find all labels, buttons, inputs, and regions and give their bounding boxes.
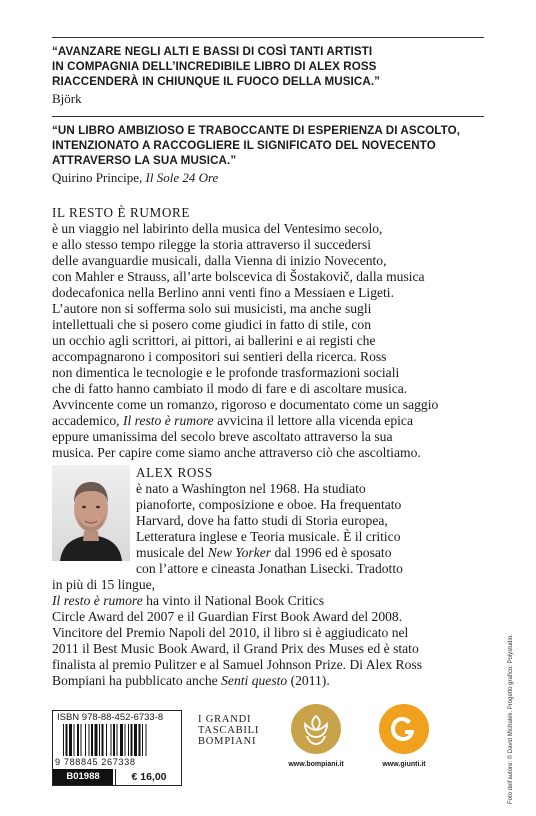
bio-line: musicale del New Yorker dal 1996 ed è sposato xyxy=(136,545,392,560)
barcode-number: 9 788845 267338 xyxy=(55,757,136,767)
quote-1-author: Björk xyxy=(52,91,82,106)
barcode-bar xyxy=(91,724,93,756)
barcode-block xyxy=(52,710,182,786)
barcode-bar xyxy=(111,724,112,756)
barcode-bar xyxy=(139,724,141,756)
bio-line: finalista al premio Pulitzer e al Samuel Johnson Prize. Di Alex Ross xyxy=(52,657,422,672)
giunti-logo xyxy=(372,704,436,768)
barcode-bar xyxy=(63,724,64,756)
desc-line: e allo stesso tempo rilegge la storia attraverso il succedersi xyxy=(52,237,371,252)
bio-line: pianoforte, composizione e oboe. Ha frequentato xyxy=(136,497,402,512)
divider xyxy=(52,116,484,117)
barcode-bar xyxy=(99,724,100,756)
desc-line: Avvincente come un romanzo, rigoroso e documentato come un saggio xyxy=(52,397,439,412)
quote-2-line-3: ATTRAVERSO LA SUA MUSICA.” xyxy=(52,154,237,167)
giunti-url: www.giunti.it xyxy=(382,761,426,768)
book-title: IL RESTO È RUMORE xyxy=(52,205,191,220)
barcode-bar xyxy=(102,724,104,756)
quote-2-line-1: “UN LIBRO AMBIZIOSO E TRABOCCANTE DI ESPERIENZA DI ASCOLTO, xyxy=(52,124,461,137)
divider xyxy=(52,37,484,38)
barcode-bar xyxy=(95,724,98,756)
author-photo xyxy=(52,465,130,561)
bio-line: 2011 il Best Music Book Award, il Grand Prix des Muses ed è stato xyxy=(52,641,419,656)
barcode-bar xyxy=(117,724,118,756)
photo-credit: Foto dell’autore: © David Michalek. Progetto grafico: Polystudio. xyxy=(508,634,514,804)
desc-line: un occhio agli scrittori, ai pittori, ai ballerini e ai registi che xyxy=(52,333,376,348)
desc-line: accompagnarono i compositori sui sentieri della ricerca. Ross xyxy=(52,349,387,364)
barcode-bar xyxy=(146,724,147,756)
quote-1-line-1: “AVANZARE NEGLI ALTI E BASSI DI COSÌ TANTI ARTISTI xyxy=(52,45,373,58)
isbn-label: ISBN 978-88-452-6733-8 xyxy=(57,712,164,723)
series-logo xyxy=(198,714,259,747)
barcode-bar xyxy=(89,724,90,756)
barcode-bar xyxy=(142,724,143,756)
author-name: ALEX ROSS xyxy=(136,465,213,480)
series-line: BOMPIANI xyxy=(198,736,257,747)
bio-line: con l’attore e cineasta Jonathan Lisecki. Tradotto xyxy=(136,561,403,576)
barcode-bar xyxy=(66,724,68,756)
barcode-bar xyxy=(125,724,126,756)
barcode-bar xyxy=(81,724,82,756)
quote-2-author: Quirino Principe, Il Sole 24 Ore xyxy=(52,170,219,185)
bio-line: in più di 15 lingue, xyxy=(52,577,156,592)
series-line: TASCABILI xyxy=(198,725,260,736)
bio-line: Letteratura inglese e Teoria musicale. È il critico xyxy=(136,529,401,544)
series-line: I GRANDI xyxy=(198,714,252,725)
barcode-bar xyxy=(120,724,123,756)
bio-line: è nato a Washington nel 1968. Ha studiato xyxy=(136,481,366,496)
bio-line: Bompiani ha pubblicato anche Senti questo (2011). xyxy=(52,673,330,688)
barcode-bar xyxy=(74,724,75,756)
bompiani-logo xyxy=(284,704,348,768)
desc-line: accademico, Il resto è rumore avvicina il lettore alla vicenda epica xyxy=(52,413,413,428)
desc-line: eppure umanissima del secolo breve ascoltato attraverso la sua xyxy=(52,429,393,444)
desc-line: con Mahler e Strauss, all’arte bolscevica di Šostakovič, dalla musica xyxy=(52,269,425,284)
desc-line: delle avanguardie musicali, dalla Vienna di inizio Novecento, xyxy=(52,253,387,268)
bompiani-url: www.bompiani.it xyxy=(288,761,344,768)
barcode-bar xyxy=(77,724,79,756)
barcode-bar xyxy=(134,724,137,756)
bio-line: Vincitore del Premio Napoli del 2010, il libro si è aggiudicato nel xyxy=(52,625,409,640)
quote-2-line-2: INTENZIONATO A RACCOGLIERE IL SIGNIFICATO DEL NOVECENTO xyxy=(52,139,436,152)
desc-line: che di fatto hanno cambiato il modo di fare e di ascoltare musica. xyxy=(52,381,408,396)
quote-1-line-3: RIACCENDERÀ IN CHIUNQUE IL FUOCO DELLA MUSICA.” xyxy=(52,75,381,88)
barcode-bar xyxy=(131,724,133,756)
barcode-bar xyxy=(128,724,129,756)
barcode-bar xyxy=(113,724,115,756)
desc-line: L’autore non si sofferma solo sui musicisti, ma anche sugli xyxy=(52,301,372,316)
bio-line: Il resto è rumore ha vinto il National Book Critics xyxy=(52,593,324,608)
desc-line: musica. Per capire come siamo anche attraverso ciò che ascoltiamo. xyxy=(52,445,421,460)
product-code: B01988 xyxy=(53,769,113,785)
quote-1-line-2: IN COMPAGNIA DELL’INCREDIBILE LIBRO DI ALEX ROSS xyxy=(52,60,377,73)
barcode-bar xyxy=(106,724,107,756)
barcode-bar xyxy=(69,724,72,756)
barcode-bar xyxy=(85,724,86,756)
desc-line: intellettuali che si posero come giudici in fatto di stile, con xyxy=(52,317,371,332)
desc-line: non dimentica le tecnologie e le profonde trasformazioni sociali xyxy=(52,365,400,380)
desc-line: è un viaggio nel labirinto della musica del Ventesimo secolo, xyxy=(52,221,383,236)
bio-line: Harvard, dove ha fatto studi di Storia europea, xyxy=(136,513,388,528)
price: € 16,00 xyxy=(115,769,182,785)
desc-line: dodecafonica nella Berlino anni venti fino a Messiaen e Ligeti. xyxy=(52,285,394,300)
barcode xyxy=(63,724,175,756)
bio-line: Circle Award del 2007 e il Guardian First Book Award del 2008. xyxy=(52,609,403,624)
